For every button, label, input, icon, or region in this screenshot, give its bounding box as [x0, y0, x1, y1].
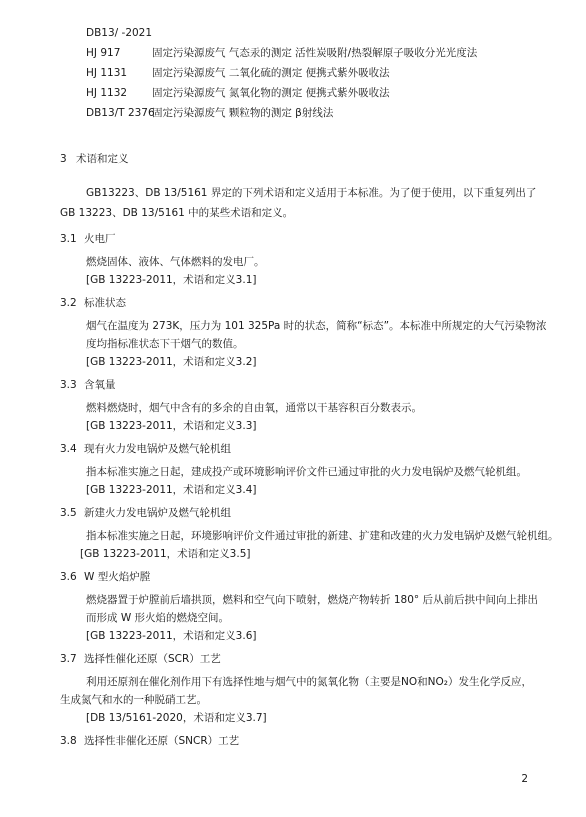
- term-number: 3.3: [60, 379, 77, 391]
- standard-title: 固定污染源废气 二氧化硫的测定 便携式紫外吸收法: [152, 67, 390, 79]
- term-reference: [DB 13/5161-2020，术语和定义3.7]: [86, 712, 267, 724]
- term-number: 3.1: [60, 233, 77, 245]
- term-definition: 而形成 W 形火焰的燃烧空间。: [86, 612, 230, 624]
- term-heading: [60, 296, 126, 310]
- term-title: 选择性催化还原（SCR）工艺: [84, 653, 221, 665]
- term-heading: [60, 442, 231, 456]
- section-heading: [60, 152, 129, 166]
- section-title: 术语和定义: [76, 153, 129, 165]
- term-heading: [60, 232, 116, 246]
- term-reference: [GB 13223-2011，术语和定义3.4]: [86, 484, 257, 496]
- term-reference: [GB 13223-2011，术语和定义3.3]: [86, 420, 257, 432]
- standard-title: 固定污染源废气 气态汞的测定 活性炭吸附/热裂解原子吸收分光光度法: [152, 47, 478, 59]
- term-heading: [60, 734, 239, 748]
- term-definition: 指本标准实施之日起，建成投产或环境影响评价文件已通过审批的火力发电锅炉及燃气轮机组。: [86, 466, 527, 478]
- term-title: 新建火力发电锅炉及燃气轮机组: [84, 507, 231, 519]
- standard-code: HJ 1132: [86, 87, 128, 99]
- standard-code: DB13/ -2021: [86, 27, 153, 39]
- term-reference: [GB 13223-2011，术语和定义3.2]: [86, 356, 257, 368]
- term-number: 3.8: [60, 735, 77, 747]
- term-reference: [GB 13223-2011，术语和定义3.6]: [86, 630, 257, 642]
- term-title: 现有火力发电锅炉及燃气轮机组: [84, 443, 231, 455]
- standard-title: 固定污染源废气 氮氧化物的测定 便携式紫外吸收法: [152, 87, 390, 99]
- page-number: 2: [521, 773, 528, 785]
- term-title: 含氧量: [84, 379, 116, 391]
- term-definition: 燃烧固体、液体、气体燃料的发电厂。: [86, 256, 265, 268]
- term-title: 标准状态: [84, 297, 126, 309]
- term-heading: [60, 570, 150, 584]
- standard-code: DB13/T 2376: [86, 107, 155, 119]
- section-intro-line: GB13223、DB 13/5161 界定的下列术语和定义适用于本标准。为了便于使用，以下重复列出了: [86, 187, 537, 199]
- term-heading: [60, 506, 231, 520]
- term-number: 3.7: [60, 653, 77, 665]
- term-definition: 度均指标准状态下干烟气的数值。: [86, 338, 244, 350]
- term-number: 3.4: [60, 443, 77, 455]
- term-definition: 烟气在温度为 273K，压力为 101 325Pa 时的状态，简称“标态”。本标准中所规定的大气污染物浓: [86, 320, 547, 332]
- term-definition: 燃烧器置于炉膛前后墙拱顶，燃料和空气向下喷射，燃烧产物转折 180° 后从前后拱中间向上排出: [86, 594, 538, 606]
- term-definition: 燃料燃烧时，烟气中含有的多余的自由氧，通常以干基容积百分数表示。: [86, 402, 422, 414]
- term-number: 3.6: [60, 571, 77, 583]
- term-reference: [GB 13223-2011，术语和定义3.1]: [86, 274, 257, 286]
- term-title: W 型火焰炉膛: [84, 571, 151, 583]
- term-definition: 指本标准实施之日起，环境影响评价文件通过审批的新建、扩建和改建的火力发电锅炉及燃气轮机组。: [86, 530, 559, 542]
- term-heading: [60, 378, 116, 392]
- standard-code: HJ 1131: [86, 67, 128, 79]
- term-heading: [60, 652, 221, 666]
- term-title: 选择性非催化还原（SNCR）工艺: [84, 735, 240, 747]
- section-intro-line: GB 13223、DB 13/5161 中的某些术语和定义。: [60, 207, 294, 219]
- term-definition: 利用还原剂在催化剂作用下有选择性地与烟气中的氮氧化物（主要是NO和NO₂）发生化学反应，: [86, 676, 532, 688]
- section-number: 3: [60, 153, 67, 165]
- standard-title: 固定污染源废气 颗粒物的测定 β射线法: [152, 107, 334, 119]
- term-number: 3.2: [60, 297, 77, 309]
- term-number: 3.5: [60, 507, 77, 519]
- term-definition: 生成氮气和水的一种脱硝工艺。: [60, 694, 207, 706]
- term-title: 火电厂: [84, 233, 116, 245]
- standard-code: HJ 917: [86, 47, 121, 59]
- term-reference: [GB 13223-2011，术语和定义3.5]: [80, 548, 251, 560]
